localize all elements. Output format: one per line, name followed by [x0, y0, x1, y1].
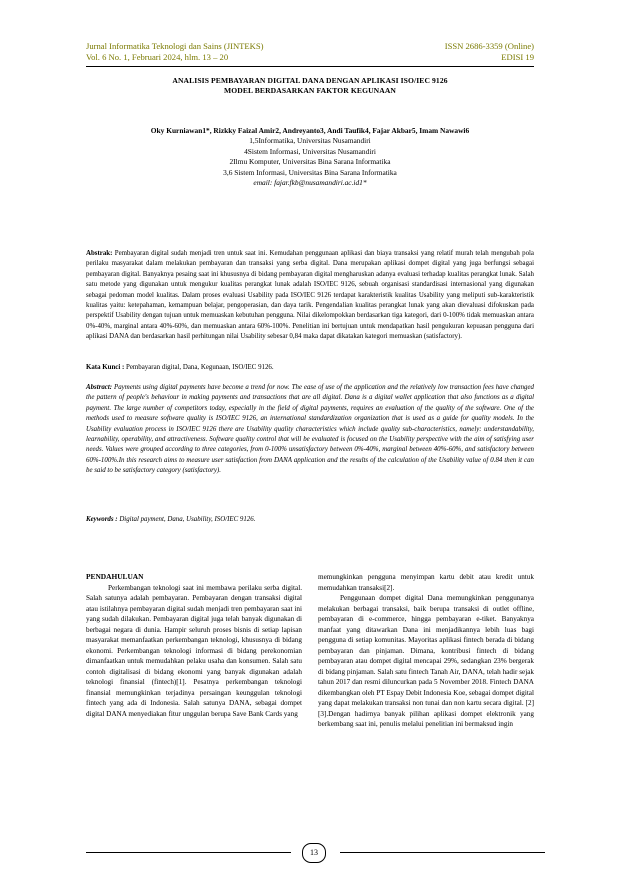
affiliation-2: 4Sistem Informasi, Universitas Nusamandiri	[244, 146, 376, 156]
corresponding-email: email: fajar.fkb@nusamandiri.ac.id1*	[253, 178, 367, 187]
journal-name: Jurnal Informatika Teknologi dan Sains (JINTEKS)	[86, 41, 264, 51]
body-column-left	[86, 572, 302, 719]
abstract-english	[86, 383, 534, 477]
intro-paragraph-2: Penggunaan dompet digital Dana memungkinkan penggunanya melakukan berbagai transaksi, baik berupa transaksi di outlet offline, pembayaran di e-commerce, hingga pembayaran e-tiket. Banyaknya manfaat yang ditawarkan Dana ini menjadikannya lebih luas bagi pengguna di setiap komunitas. Mayoritas aplikasi fintech berada di bidang pembayaran dan pinjaman. Dimana, kontribusi fintech di bidang pembayaran atau dompet digital mencapai 29%, sedangkan 23% bergerak di bidang pinjaman. Salah satu fintech Tanah Air, DANA, telah hadir sejak tahun 2017 dan resmi diluncurkan pada 5 November 2018. Fintech DANA dikembangkan oleh PT Espay Debit Indonesia Koe, sebagai dompet digital yang dapat melakukan transaksi non tunai dan non kartu secara digital. [2] [3].Dengan hadirnya banyak pilihan aplikasi dompet elektronik yang berkembang saat ini, penulis melalui penelitian ini bermaksud ingin	[318, 594, 534, 728]
keywords-id-text: Pembayaran digital, Dana, Kegunaan, ISO/IEC 9126.	[126, 364, 274, 371]
keywords-id-label: Kata Kunci :	[86, 364, 125, 371]
journal-edition: EDISI 19	[501, 52, 534, 62]
footer-rule-left	[86, 852, 291, 853]
affiliations	[86, 136, 534, 189]
abstract-indonesian	[86, 249, 534, 343]
affiliation-1: 1,5Informatika, Universitas Nusamandiri	[249, 136, 371, 145]
intro-paragraph-1: Perkembangan teknologi saat ini membawa perilaku serba digital. Salah satunya adalah pembayaran. Pembayaran dengan transaksi digital atau istilahnya pembayaran digital sudah menjadi tren pembayaran saat ini yang sudah dilakukan. Pembayaran digital juga telah banyak digunakan di berbagai negara di dunia. Hampir seluruh proses bisnis di setiap lapisan masyarakat memanfaatkan perkembangan teknologi, khususnya di bidang ekonomi. Perkembangan teknologi informasi di bidang perekonomian dimanfaatkan untuk memudahkan pelaku usaha dan konsumen. Salah satu contoh digitalisasi di bidang ekonomi yang banyak digunakan adalah teknologi finansial (fintech)[1]. Pesatnya perkembangan teknologi finansial memungkinkan terjadinya persaingan keunggulan teknologi fintech yang ada di Indonesia. Salah satunya DANA, sebagai dompet digital DANA menyediakan fitur unggulan berupa Save Bank Cards yang	[86, 583, 302, 718]
keywords-english	[86, 516, 534, 523]
abstract-id-label: Abstrak:	[86, 250, 113, 257]
keywords-indonesian	[86, 364, 534, 371]
affiliation-4: 3,6 Sistem Informasi, Universitas Bina Sarana Informatika	[223, 167, 397, 177]
journal-issn: ISSN 2686-3359 (Online)	[444, 41, 534, 51]
keywords-en-text: Digital payment, Dana, Usability, ISO/IEC 9126.	[119, 516, 256, 523]
journal-volume: Vol. 6 No. 1, Februari 2024, hlm. 13 – 20	[86, 52, 229, 62]
header-right	[445, 41, 534, 63]
intro-paragraph-1-cont: memungkinkan pengguna menyimpan kartu debit atau kredit untuk memudahkan transaksi[2].	[318, 573, 534, 592]
paper-title	[86, 76, 534, 96]
body-column-right	[318, 572, 534, 730]
keywords-en-label: Keywords :	[86, 516, 118, 523]
author-list: Oky Kurniawan1*, Rizkky Faizal Amir2, Andreyanto3, Andi Taufik4, Fajar Akbar5, Imam Nawawi6	[150, 126, 470, 135]
section-title: PENDAHULUAN	[86, 572, 144, 581]
abstract-en-text: Payments using digital payments have become a trend for now. The ease of use of the application and the relatively low transaction fees have changed the pattern of people's behaviour in making payments and transactions that are all digital. Dana is a digital wallet application that also functions as a digital payment. The large number of competitors today, especially in the field of digital payments, requires an evaluation of the quality of the software. One of the methods used to measure software quality is ISO/IEC 9126, an international standardization organization that is used as a guide for quality models. In the Usability evaluation process in ISO/IEC 9126 there are Usability quality characteristics which include quality sub-characteristics, namely: understandability, learnability, operability, and attractiveness. Software quality control that will be evaluated is focused on the Usability perspective with the aim of satisfying user needs. Values were grouped according to three categories, from 0-100% unsatisfactory between 0%-40%, marginal between 40%-60%, and satisfactory between 60%-100%.In this research aims to measure user satisfaction from DANA application and the results of the calculation of the Usability value of 0.84 then it can be said to be satisfactory category (satisfactory).	[86, 384, 534, 475]
abstract-en-label: Abstract:	[86, 384, 113, 391]
title-line-1: ANALISIS PEMBAYARAN DIGITAL DANA DENGAN APLIKASI ISO/IEC 9126	[172, 76, 448, 85]
footer-rule-right	[340, 852, 545, 853]
header-left	[86, 41, 264, 63]
header-divider	[86, 66, 534, 67]
abstract-id-text: Pembayaran digital sudah menjadi tren untuk saat ini. Kemudahan penggunaan aplikasi dan biaya transaksi yang relatif murah telah mengubah pola perilaku masyarakat dalam melakukan pembayaran dan transaksi yang serba digital. Dana merupakan aplikasi dompet digital yang juga berfungsi sebagai pembayaran digital. Banyaknya pesaing saat ini khususnya di bidang pembayaran digital mengharuskan adanya evaluasi terhadap kualitas perangkat lunak. Salah satu metode yang digunakan untuk mengukur kualitas perangkat lunak adalah ISO/IEC 9126, sebuah organisasi standardisasi internasional yang digunakan sebagai pedoman model kualitas. Dalam proses evaluasi Usability pada ISO/IEC 9126 terdapat karakteristik kualitas Usability yang meliputi sub-karakteristik kualitas yaitu: ketepahaman, kemampuan belajar, pengoperasian, dan daya tarik. Pengendalian kualitas perangkat lunak yang akan dievaluasi difokuskan pada perspektif Usability dengan tujuan untuk memuaskan kebutuhan pengguna. Nilai dikelompokkan berdasarkan tiga kategori, dari 0-100% tidak memuaskan antara 0%-40%, marginal antara 40%-60%, dan memuaskan antara 60%-100%. Penelitian ini bertujuan untuk mendapatkan hasil pengukuran kepuasan pengguna dari aplikasi DANA dan berdasarkan hasil perhitungan nilai Usability sebesar 0,84 maka dapat dikatakan kategori memuaskan (satisfactory).	[86, 250, 534, 341]
page-number: 13	[302, 843, 326, 863]
affiliation-3: 2Ilmu Komputer, Universitas Bina Sarana Informatika	[229, 157, 391, 166]
title-line-2: MODEL BERDASARKAN FAKTOR KEGUNAAN	[224, 86, 396, 95]
